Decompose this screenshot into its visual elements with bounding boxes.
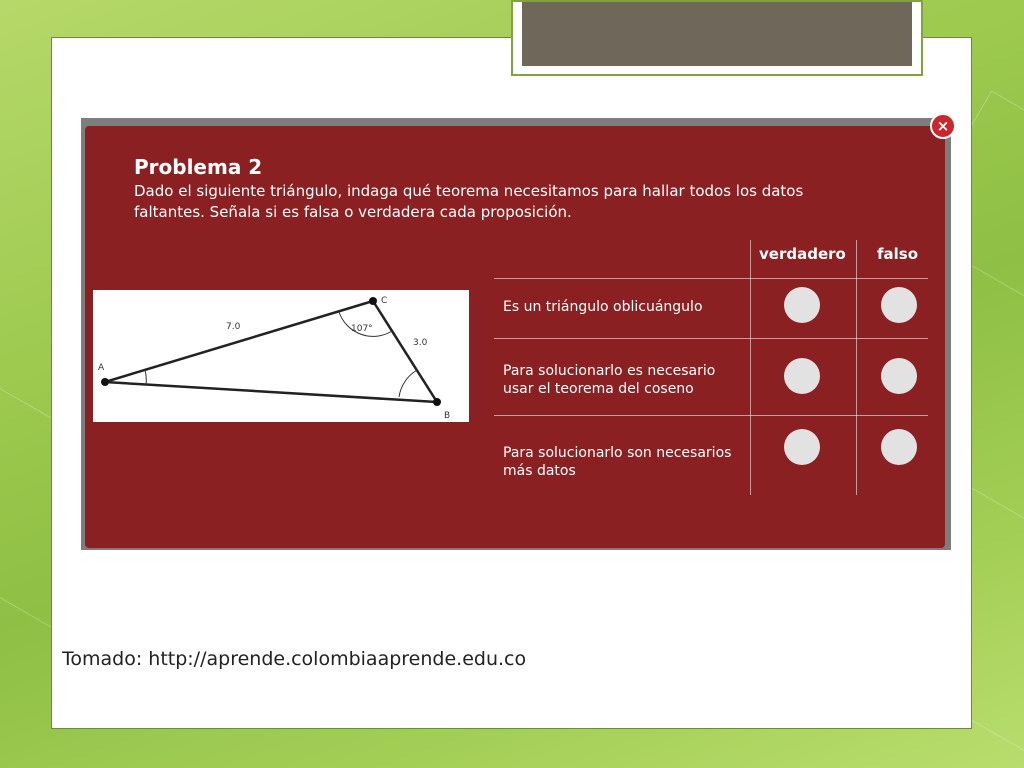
source-citation: Tomado: http://aprende.colombiaaprende.edu.co <box>62 648 527 670</box>
vertex-a-label: A <box>98 363 105 373</box>
table-divider <box>494 338 928 339</box>
angle-b-arc <box>399 370 417 397</box>
statement-3: Para solucionarlo son necesarios más datos <box>503 445 732 479</box>
radio-true-3[interactable] <box>784 429 820 465</box>
column-header-false: falso <box>877 245 919 263</box>
triangle-figure <box>93 290 469 422</box>
table-divider <box>494 278 928 279</box>
radio-true-1[interactable] <box>784 287 820 323</box>
close-button[interactable]: × <box>930 113 956 139</box>
column-header-true: verdadero <box>759 245 846 263</box>
problem-instructions: Dado el siguiente triángulo, indaga qué teorema necesitamos para hallar todos los datos faltantes. Señala si es falsa o verdadera cada proposición. <box>134 182 804 221</box>
problem-title: Problema 2 <box>134 155 263 179</box>
side-ac-label: 7.0 <box>226 322 241 332</box>
radio-false-2[interactable] <box>881 358 917 394</box>
statement-1: Es un triángulo oblicuángulo <box>503 299 703 315</box>
vertex-b-point <box>433 398 441 406</box>
vertex-c-label: C <box>381 296 388 306</box>
radio-true-2[interactable] <box>784 358 820 394</box>
triangle-diagram <box>93 290 469 422</box>
vertex-a-point <box>101 378 109 386</box>
radio-false-3[interactable] <box>881 429 917 465</box>
angle-a-arc <box>145 370 146 385</box>
title-placeholder-fill <box>522 2 912 66</box>
slide-title-placeholder <box>511 0 923 76</box>
side-cb <box>373 301 437 402</box>
side-ab <box>105 382 437 402</box>
table-divider <box>494 415 928 416</box>
radio-false-1[interactable] <box>881 287 917 323</box>
vertex-b-label: B <box>444 411 451 421</box>
vertex-c-point <box>369 297 377 305</box>
statement-2: Para solucionarlo es necesario usar el teorema del coseno <box>503 363 716 397</box>
side-ac <box>105 301 373 382</box>
side-cb-label: 3.0 <box>413 338 428 348</box>
angle-c-label: 107° <box>351 324 373 334</box>
